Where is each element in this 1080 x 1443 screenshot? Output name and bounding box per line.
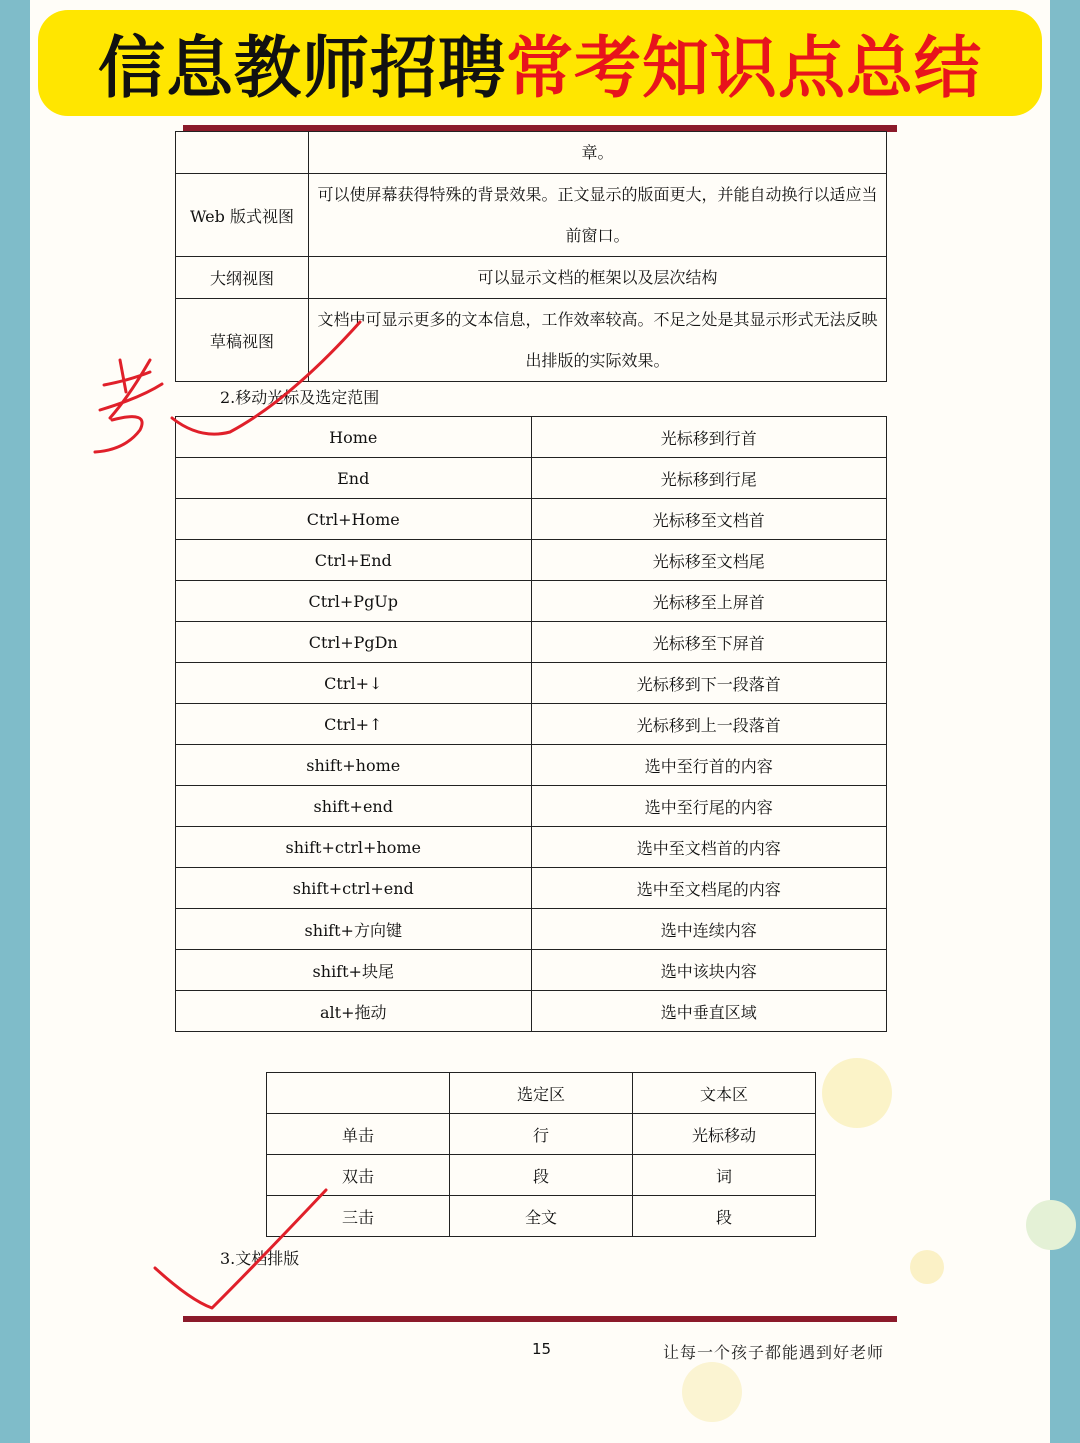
table-cell: 光标移动 xyxy=(633,1114,816,1155)
table-row xyxy=(176,745,887,786)
shortcut-action-cell: 光标移到行首 xyxy=(531,417,887,458)
table-cell: 单击 xyxy=(267,1114,450,1155)
view-desc-cell: 可以使屏幕获得特殊的背景效果。正文显示的版面更大，并能自动换行以适应当前窗口。 xyxy=(309,174,887,257)
shortcut-key-cell: Ctrl+PgUp xyxy=(176,581,532,622)
table-row xyxy=(176,704,887,745)
table-cell: 双击 xyxy=(267,1155,450,1196)
view-mode-table xyxy=(175,131,887,382)
table-row xyxy=(176,540,887,581)
header-cell: 选定区 xyxy=(450,1073,633,1114)
view-desc-cell: 文档中可显示更多的文本信息，工作效率较高。不足之处是其显示形式无法反映出排版的实际效果。 xyxy=(309,299,887,382)
shortcut-action-cell: 选中连续内容 xyxy=(531,909,887,950)
shortcut-action-cell: 选中至文档尾的内容 xyxy=(531,868,887,909)
shortcut-key-cell: shift+ctrl+end xyxy=(176,868,532,909)
view-desc-cell: 章。 xyxy=(309,132,887,174)
shortcut-key-cell: Ctrl+PgDn xyxy=(176,622,532,663)
shortcut-key-cell: Ctrl+↓ xyxy=(176,663,532,704)
shortcut-action-cell: 光标移至文档尾 xyxy=(531,540,887,581)
title-banner xyxy=(38,10,1042,116)
table-row xyxy=(176,622,887,663)
shortcut-key-cell: Ctrl+End xyxy=(176,540,532,581)
table-row xyxy=(176,458,887,499)
shortcut-action-cell: 光标移到行尾 xyxy=(531,458,887,499)
header-cell xyxy=(267,1073,450,1114)
view-name-cell: 大纲视图 xyxy=(176,257,309,299)
header-cell: 文本区 xyxy=(633,1073,816,1114)
table-cell: 段 xyxy=(633,1196,816,1237)
table-row xyxy=(176,950,887,991)
shortcut-key-cell: Ctrl+↑ xyxy=(176,704,532,745)
table-row xyxy=(176,909,887,950)
table-row xyxy=(176,581,887,622)
shortcut-key-cell: shift+块尾 xyxy=(176,950,532,991)
shortcut-key-cell: Home xyxy=(176,417,532,458)
section-2-heading: 2.移动光标及选定范围 xyxy=(220,388,380,407)
decor-circle-yellow xyxy=(822,1058,892,1128)
view-name-cell: Web 版式视图 xyxy=(176,174,309,257)
decor-circle-green xyxy=(1026,1200,1076,1250)
table-row xyxy=(176,299,887,382)
table-row xyxy=(176,174,887,257)
shortcut-action-cell: 光标移到下一段落首 xyxy=(531,663,887,704)
view-desc-cell: 可以显示文档的框架以及层次结构 xyxy=(309,257,887,299)
shortcut-table xyxy=(175,416,887,1032)
shortcut-key-cell: shift+end xyxy=(176,786,532,827)
footer-rule xyxy=(183,1316,897,1322)
table-row xyxy=(267,1114,816,1155)
title-black-text: 信息教师招聘 xyxy=(98,29,506,107)
shortcut-key-cell: shift+方向键 xyxy=(176,909,532,950)
shortcut-action-cell: 选中垂直区域 xyxy=(531,991,887,1032)
table-cell: 全文 xyxy=(450,1196,633,1237)
shortcut-action-cell: 选中至文档首的内容 xyxy=(531,827,887,868)
table-row xyxy=(176,991,887,1032)
table-row xyxy=(176,786,887,827)
page-number: 15 xyxy=(532,1340,552,1358)
shortcut-action-cell: 光标移至文档首 xyxy=(531,499,887,540)
decor-circle-yellow-small xyxy=(910,1250,944,1284)
table-cell: 段 xyxy=(450,1155,633,1196)
view-name-cell: 草稿视图 xyxy=(176,299,309,382)
shortcut-key-cell: alt+拖动 xyxy=(176,991,532,1032)
table-header-row xyxy=(267,1073,816,1114)
shortcut-key-cell: shift+ctrl+home xyxy=(176,827,532,868)
shortcut-key-cell: Ctrl+Home xyxy=(176,499,532,540)
table-row xyxy=(267,1196,816,1237)
decor-circle-yellow-bottom xyxy=(682,1362,742,1422)
table-row xyxy=(267,1155,816,1196)
shortcut-action-cell: 选中至行首的内容 xyxy=(531,745,887,786)
shortcut-action-cell: 光标移到上一段落首 xyxy=(531,704,887,745)
table-row xyxy=(176,132,887,174)
shortcut-action-cell: 选中至行尾的内容 xyxy=(531,786,887,827)
shortcut-action-cell: 光标移至下屏首 xyxy=(531,622,887,663)
table-row xyxy=(176,417,887,458)
shortcut-key-cell: shift+home xyxy=(176,745,532,786)
table-cell: 词 xyxy=(633,1155,816,1196)
table-row xyxy=(176,499,887,540)
shortcut-action-cell: 光标移至上屏首 xyxy=(531,581,887,622)
table-row xyxy=(176,663,887,704)
view-name-cell xyxy=(176,132,309,174)
section-3-heading: 3.文档排版 xyxy=(220,1249,300,1268)
table-row xyxy=(176,827,887,868)
shortcut-action-cell: 选中该块内容 xyxy=(531,950,887,991)
table-row xyxy=(176,257,887,299)
footer-slogan: 让每一个孩子都能遇到好老师 xyxy=(663,1343,885,1362)
table-cell: 三击 xyxy=(267,1196,450,1237)
table-row xyxy=(176,868,887,909)
title-red-text: 常考知识点总结 xyxy=(506,29,982,107)
shortcut-key-cell: End xyxy=(176,458,532,499)
click-selection-table xyxy=(266,1072,816,1237)
table-cell: 行 xyxy=(450,1114,633,1155)
